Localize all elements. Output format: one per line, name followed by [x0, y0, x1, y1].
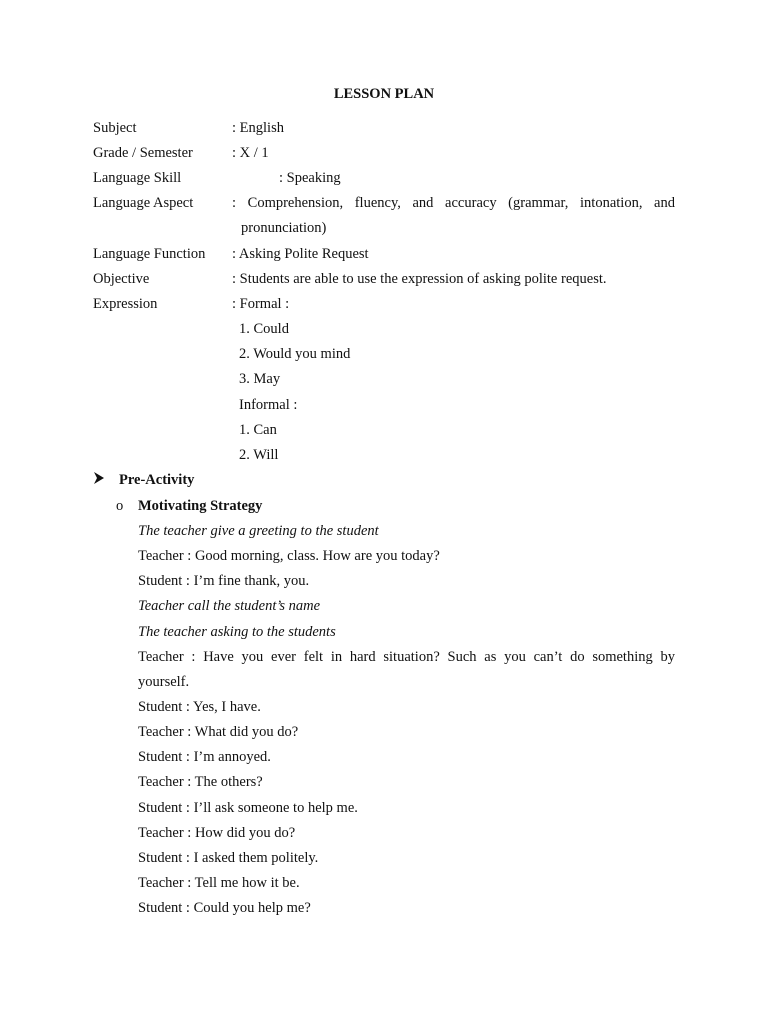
dialogue-line: Teacher : Good morning, class. How are you today? — [138, 548, 440, 564]
field-aspect — [93, 192, 675, 214]
circle-bullet-icon: o — [116, 498, 124, 514]
dialogue-line: The teacher asking to the students — [138, 624, 336, 640]
motivating-strategy-heading — [116, 495, 262, 517]
field-label: Subject — [93, 120, 137, 136]
field-skill — [93, 167, 675, 189]
field-value: : Comprehension, fluency, and accuracy (grammar, intonation, and — [232, 195, 675, 211]
expression-formal-item: 1. Could — [239, 321, 289, 337]
field-label: Grade / Semester — [93, 145, 193, 161]
dialogue-line: Teacher : How did you do? — [138, 825, 296, 841]
field-subject — [93, 117, 675, 139]
field-label: Language Aspect — [93, 195, 194, 211]
expression-formal-item: 2. Would you mind — [239, 346, 351, 362]
field-value: : English — [232, 120, 284, 136]
field-label: Objective — [93, 271, 150, 287]
dialogue-line: Teacher : The others? — [138, 774, 263, 790]
field-value: : Students are able to use the expression of asking polite request. — [232, 271, 607, 287]
field-value-continued: pronunciation) — [241, 220, 327, 236]
subsection-heading-text: Motivating Strategy — [138, 498, 263, 514]
expression-informal-item: 1. Can — [239, 422, 277, 438]
dialogue-line: Teacher : Have you ever felt in hard situation? Such as you can’t do something by — [138, 649, 675, 665]
section-heading-text: Pre-Activity — [119, 472, 195, 488]
dialogue-line: Student : I asked them politely. — [138, 850, 319, 866]
field-value: : X / 1 — [232, 145, 269, 161]
dialogue-line: Student : I’m annoyed. — [138, 749, 271, 765]
field-objective — [93, 268, 675, 290]
expression-informal-label: Informal : — [239, 397, 298, 413]
field-expression — [93, 293, 675, 315]
dialogue-line: Teacher call the student’s name — [138, 598, 321, 614]
arrow-bullet-icon — [93, 469, 119, 491]
dialogue-line: Student : I’ll ask someone to help me. — [138, 800, 358, 816]
dialogue-line: Student : Yes, I have. — [138, 699, 261, 715]
field-value: : Asking Polite Request — [232, 246, 369, 262]
dialogue-line: The teacher give a greeting to the student — [138, 523, 379, 539]
dialogue-line: Teacher : What did you do? — [138, 724, 299, 740]
expression-formal-item: 3. May — [239, 371, 281, 387]
field-label: Language Function — [93, 246, 206, 262]
expression-informal-item: 2. Will — [239, 447, 279, 463]
field-grade — [93, 142, 675, 164]
dialogue-line: yourself. — [138, 674, 190, 690]
pre-activity-heading — [93, 469, 194, 491]
field-function — [93, 243, 675, 265]
dialogue-line: Student : Could you help me? — [138, 900, 311, 916]
field-value: : Speaking — [279, 170, 341, 186]
field-label: Expression — [93, 296, 158, 312]
document-title: LESSON PLAN — [333, 86, 435, 102]
field-label: Language Skill — [93, 170, 182, 186]
dialogue-line: Student : I’m fine thank, you. — [138, 573, 310, 589]
field-value: : Formal : — [232, 296, 290, 312]
dialogue-line: Teacher : Tell me how it be. — [138, 875, 300, 891]
